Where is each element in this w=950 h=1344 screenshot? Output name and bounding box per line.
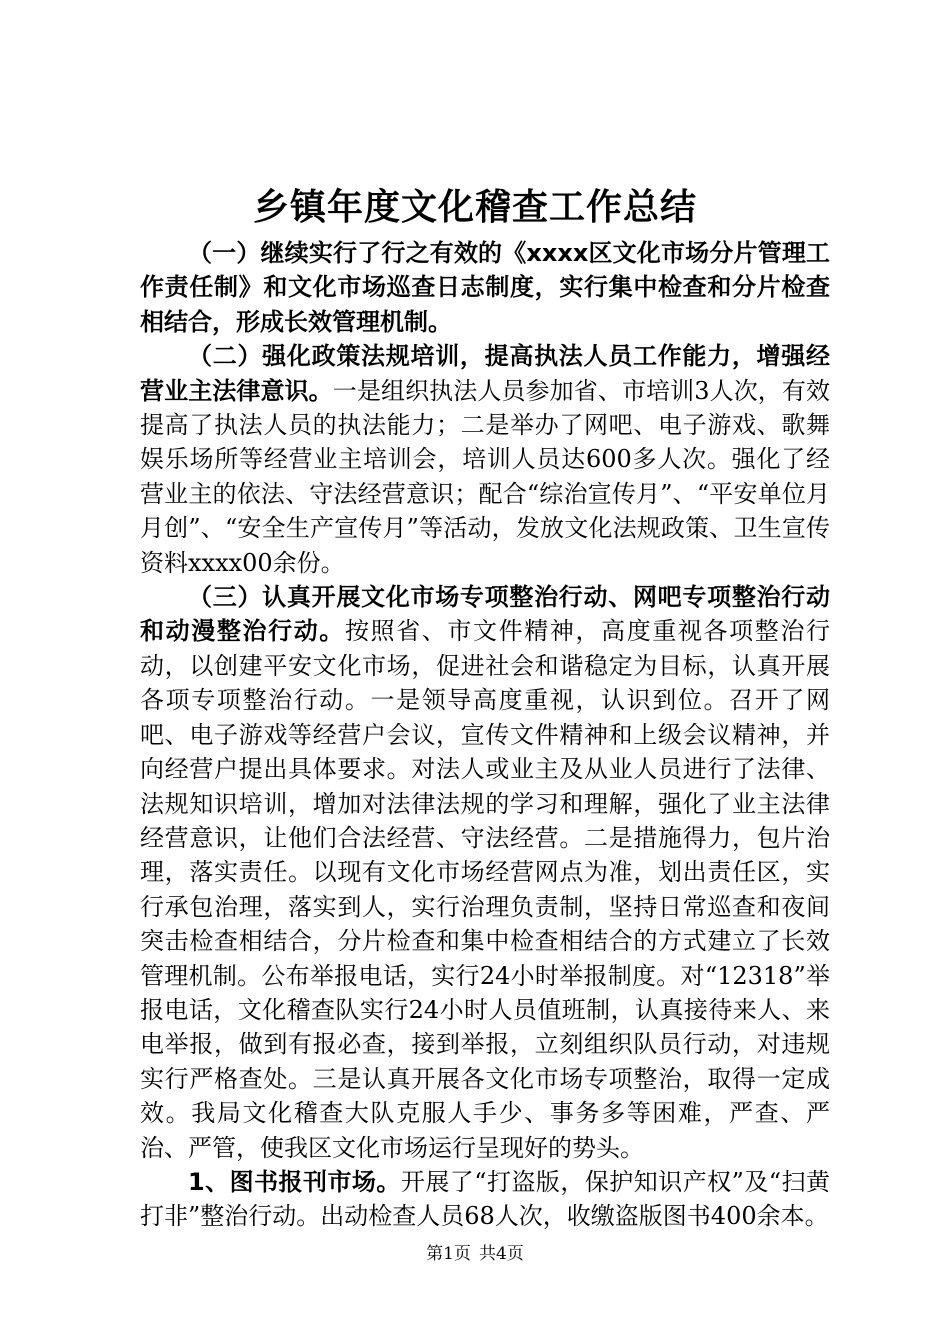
page-footer (0, 1242, 950, 1266)
paragraph-3 (140, 580, 830, 1165)
paragraph-2 (140, 339, 830, 580)
paragraph-3-text: 按照省、市文件精神，高度重视各项整治行动，以创建平安文化市场，促进社会和谐稳定为目标，认真开展各项专项整治行动。一是领导高度重视，认识到位。召开了网吧、电子游戏等经营户会议，宣传文件精神和上级会议精神，并向经营户提出具体要求。对法人或业主及从业人员进行了法律、法规知识培训，增加对法律法规的学习和理解，强化了业主法律经营意识，让他们合法经营、守法经营。二是措施得力，包片治理，落实责任。以现有文化市场经营网点为准，划出责任区，实行承包治理，落实到人，实行治理负责制，坚持日常巡查和夜间突击检查相结合，分片检查和集中检查相结合的方式建立了长效管理机制。公布举报电话，实行24小时举报制度。对“12318”举报电话，文化稽查队实行24小时人员值班制，认真接待来人、来电举报，做到有报必查，接到举报，立刻组织队员行动，对违规实行严格查处。三是认真开展各文化市场专项整治，取得一定成效。我局文化稽查大队克服人手少、事务多等困难，严查、严治、严管，使我区文化市场运行呈现好的势头。 (140, 617, 831, 1162)
paragraph-1 (140, 236, 830, 339)
page-number: 第1页 (426, 1244, 471, 1264)
document-body (140, 236, 830, 1234)
page-total: 共4页 (479, 1244, 524, 1264)
paragraph-4 (140, 1165, 830, 1234)
document-title: 乡镇年度文化稽查工作总结 (252, 187, 697, 228)
paragraph-1-heading: （一）继续实行了行之有效的《xxxx区文化市场分片管理工作责任制》和文化市场巡查日志制度，实行集中检查和分片检查相结合，形成长效管理机制。 (140, 239, 830, 336)
paragraph-4-heading: 1、图书报刊市场。 (188, 1167, 401, 1196)
paragraph-3-heading: （三）认真开展文化市场专项整治行动、网吧专项整治行动和动漫整治行动。 (140, 583, 830, 646)
paragraph-4-text: 开展了“打盗版，保护知识产权”及“扫黄打非”整治行动。出动检查人员68人次，收缴盗版图书400余本。 (140, 1167, 831, 1231)
paragraph-2-heading: （二）强化政策法规培训，提高执法人员工作能力，增强经营业主法律意识。 (140, 342, 830, 405)
paragraph-2-text: 一是组织执法人员参加省、市培训3人次，有效提高了执法人员的执法能力；二是举办了网吧、电子游戏、歌舞娱乐场所等经营业主培训会，培训人员达600多人次。强化了经营业主的依法、守法经营意识；配合“综治宣传月”、“平安单位月月创”、“安全生产宣传月”等活动，发放文化法规政策、卫生宣传资料xxxx00余份。 (140, 376, 830, 577)
